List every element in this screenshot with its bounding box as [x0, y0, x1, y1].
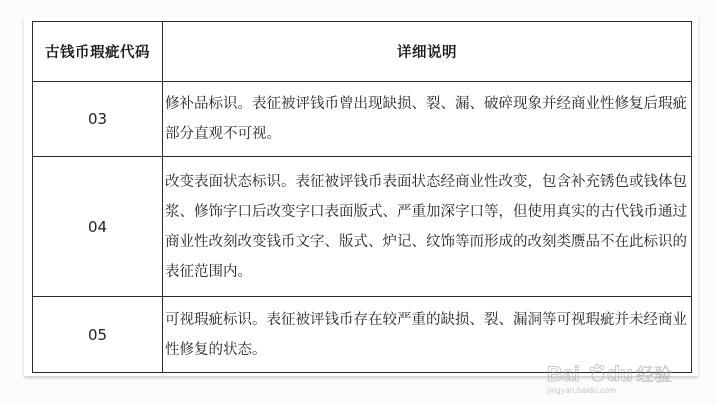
header-code: 古钱币瑕疵代码: [33, 22, 163, 82]
row-description: 改变表面状态标识。表征被评钱币表面状态经商业性改变，包含补充锈色或钱体包浆、修饰字口后改变字口表面版式、严重加深字口等，但使用真实的古代钱币通过商业性改刻改变钱币文字、版式、炉记、纹饰等而形成的改刻类赝品不在此标识的表征范围内。: [163, 157, 692, 297]
table-row: [33, 82, 692, 157]
row-code: 05: [33, 297, 163, 373]
watermark-logo-text: Bai: [547, 363, 580, 386]
row-description: 修补品标识。表征被评钱币曾出现缺损、裂、漏、破碎现象并经商业性修复后瑕疵部分直观不可视。: [163, 82, 692, 157]
paw-icon: [590, 365, 604, 382]
defect-code-table: [32, 21, 692, 373]
watermark-cn-text: 经验: [636, 365, 672, 386]
header-description: 详细说明: [163, 22, 692, 82]
baidu-jingyan-watermark: [545, 361, 695, 395]
row-code: 03: [33, 82, 163, 157]
table-row: [33, 157, 692, 297]
table-header-row: [33, 22, 692, 82]
table-card: [24, 17, 698, 376]
row-description: 可视瑕疵标识。表征被评钱币存在较严重的缺损、裂、漏洞等可视瑕疵并未经商业性修复的状态。: [163, 297, 692, 373]
watermark-url: jingyan.baidu.com: [547, 386, 617, 395]
watermark-logo-text-2: du: [607, 363, 633, 386]
row-code: 04: [33, 157, 163, 297]
